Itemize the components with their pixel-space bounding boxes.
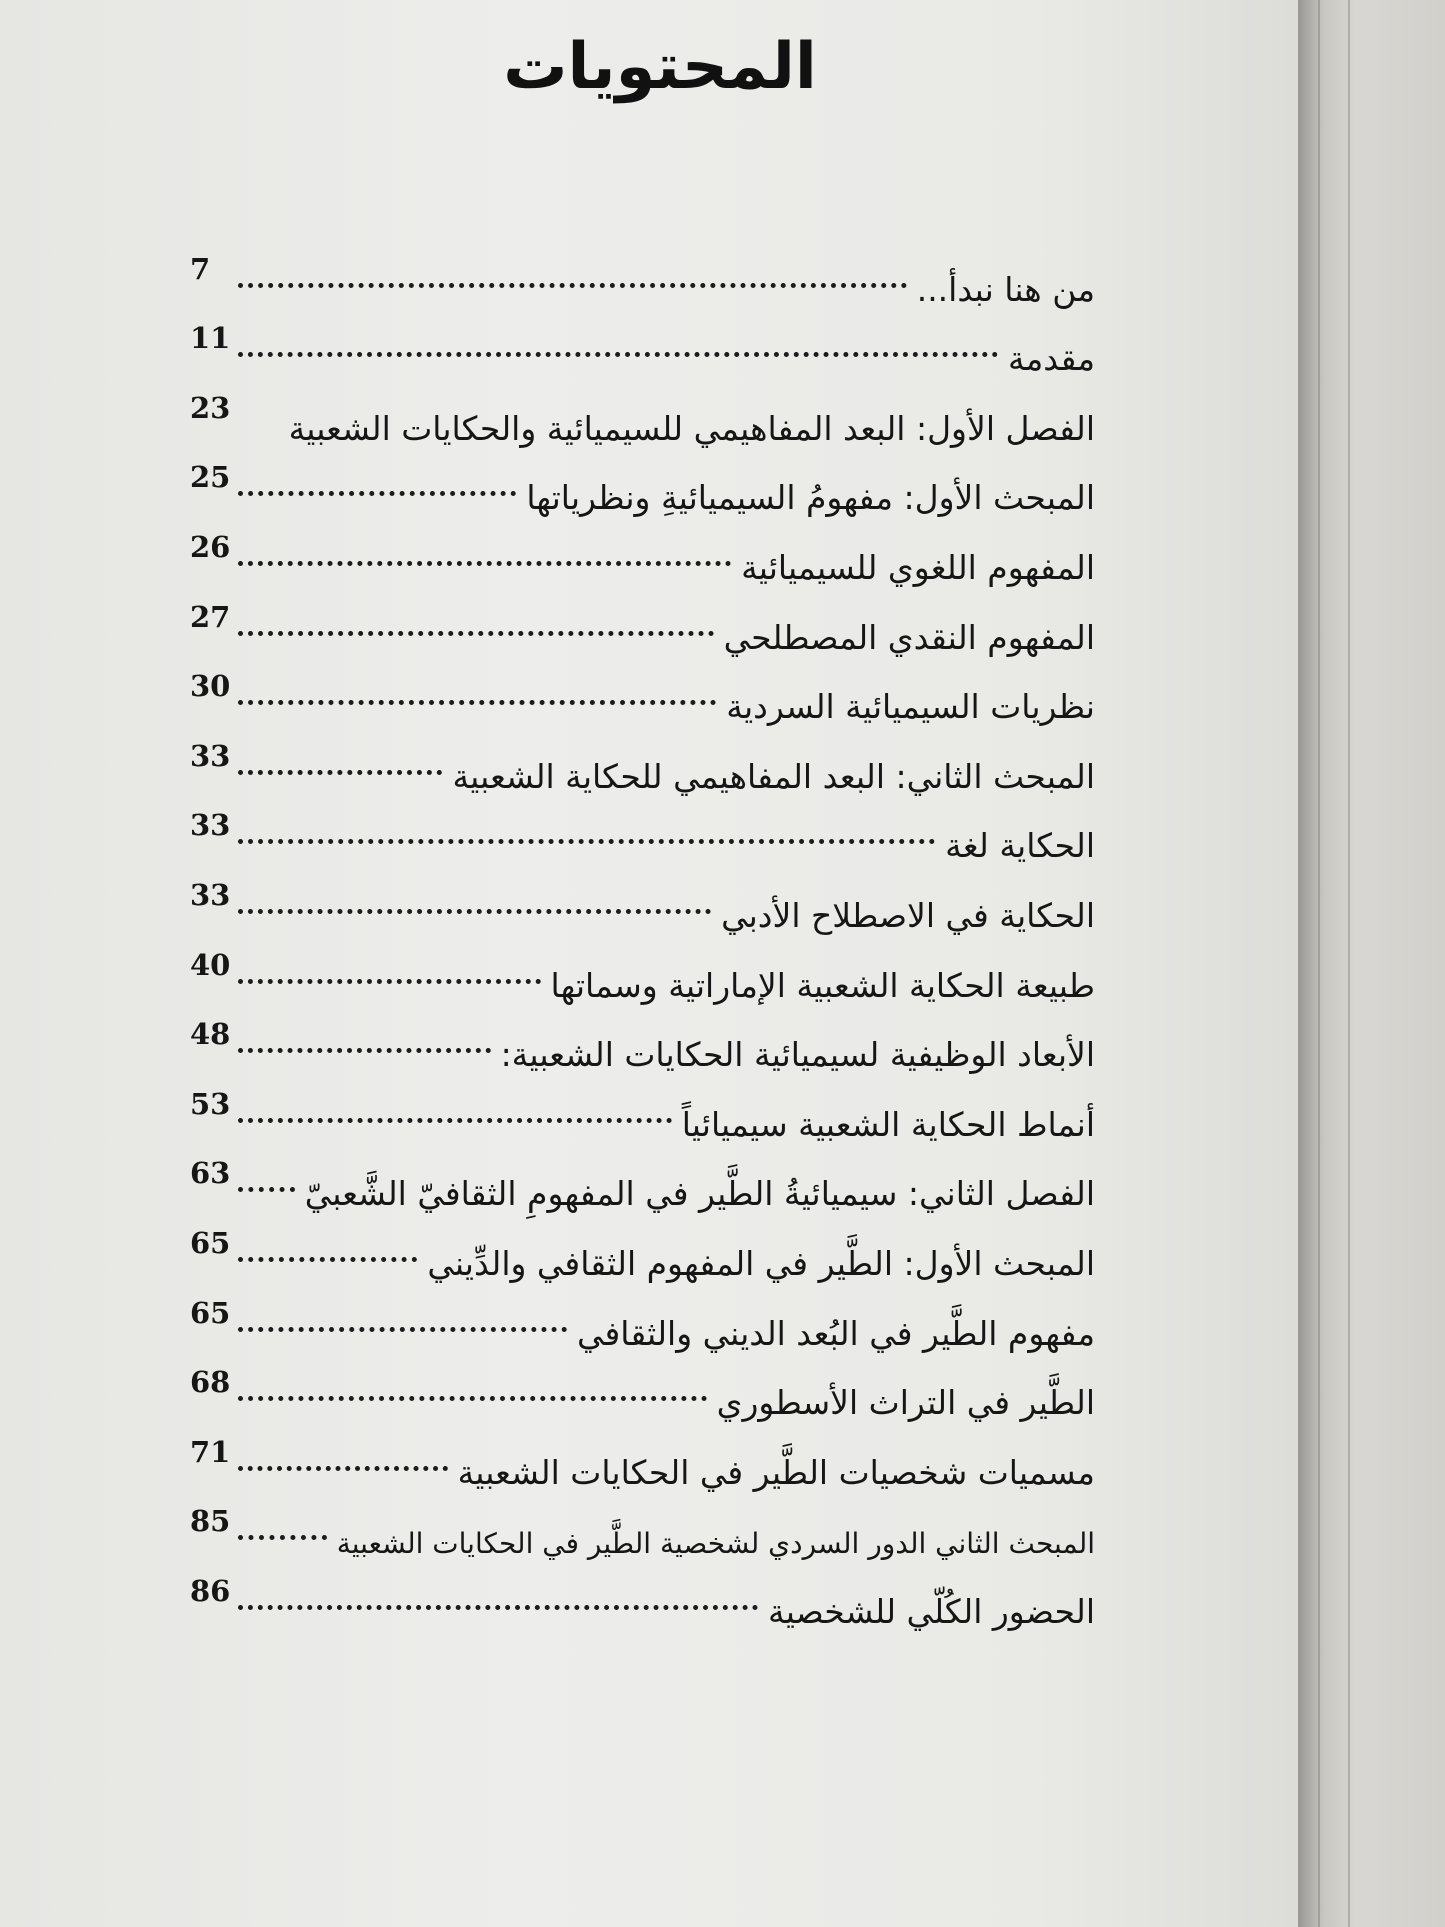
toc-entry [190, 1075, 1095, 1145]
toc-entry-page: 27 [190, 599, 231, 634]
toc-entry-page: 33 [190, 808, 231, 843]
toc-entry-page: 23 [190, 390, 231, 425]
page-edge-line [1318, 0, 1320, 1927]
table-of-contents [190, 240, 1095, 1632]
dot-leader [238, 1048, 491, 1053]
toc-entry-title: الفصل الأول: البعد المفاهيمي للسيميائية والحكايات الشعبية [288, 408, 1095, 448]
toc-entry-title: من هنا نبدأ... [916, 269, 1095, 309]
toc-entry-page: 65 [190, 1225, 231, 1260]
toc-entry [190, 1423, 1095, 1493]
toc-entry [190, 936, 1095, 1006]
dot-leader [238, 770, 442, 775]
toc-entry-title: الحضور الكُلّي للشخصية [768, 1591, 1095, 1631]
dot-leader [238, 979, 541, 984]
toc-entry [190, 1214, 1095, 1284]
toc-entry-title: الحكاية لغة [945, 826, 1095, 866]
dot-leader [238, 1396, 707, 1401]
toc-entry [190, 797, 1095, 867]
toc-entry [190, 1006, 1095, 1076]
toc-entry [190, 866, 1095, 936]
toc-entry-page: 25 [190, 460, 231, 495]
toc-entry-title: الأبعاد الوظيفية لسيميائية الحكايات الشعبية: [500, 1035, 1095, 1075]
toc-entry-title: المفهوم النقدي المصطلحي [723, 617, 1095, 657]
toc-entry-title: مسميات شخصيات الطَّير في الحكايات الشعبية [457, 1452, 1095, 1492]
toc-entry-page: 26 [190, 529, 231, 564]
dot-leader [238, 909, 711, 914]
page-edge-line [1348, 0, 1350, 1927]
toc-entry [190, 588, 1095, 658]
dot-leader [238, 1466, 448, 1471]
dot-leader [238, 1327, 567, 1332]
toc-entry [190, 1145, 1095, 1215]
toc-entry-page: 11 [190, 321, 231, 356]
toc-entry-page: 7 [190, 251, 211, 286]
toc-entry-title: أنماط الحكاية الشعبية سيميائياً [681, 1104, 1095, 1144]
toc-entry-title: طبيعة الحكاية الشعبية الإماراتية وسماتها [550, 965, 1095, 1005]
toc-entry-page: 30 [190, 669, 231, 704]
toc-entry-page: 40 [190, 947, 231, 982]
toc-entry-title: نظريات السيميائية السردية [726, 687, 1095, 727]
toc-entry-page: 63 [190, 1156, 231, 1191]
toc-entry [190, 379, 1095, 449]
toc-entry [190, 449, 1095, 519]
toc-entry-page: 33 [190, 877, 231, 912]
page-title: المحتويات [503, 30, 817, 104]
toc-entry-title: الحكاية في الاصطلاح الأدبي [721, 895, 1095, 935]
dot-leader [238, 1605, 758, 1610]
toc-entry-title: المفهوم اللغوي للسيميائية [741, 547, 1095, 587]
dot-leader [238, 700, 716, 705]
dot-leader [238, 352, 998, 357]
toc-entry [190, 1493, 1095, 1563]
toc-entry-title: الطَّير في التراث الأسطوري [716, 1383, 1095, 1423]
dot-leader [238, 631, 714, 636]
toc-entry-page: 86 [190, 1573, 231, 1608]
toc-entry-page: 68 [190, 1365, 231, 1400]
toc-entry [190, 727, 1095, 797]
dot-leader [238, 561, 731, 566]
toc-entry-title: المبحث الثاني الدور السردي لشخصية الطَّير في الحكايات الشعبية [336, 1527, 1095, 1561]
dot-leader [238, 1257, 417, 1262]
toc-entry-page: 53 [190, 1086, 231, 1121]
toc-entry-title: مفهوم الطَّير في البُعد الديني والثقافي [576, 1313, 1095, 1353]
book-gutter [1298, 0, 1445, 1927]
toc-entry [190, 310, 1095, 380]
dot-leader [238, 839, 935, 844]
toc-entry-page: 33 [190, 738, 231, 773]
toc-entry [190, 1284, 1095, 1354]
dot-leader [238, 491, 516, 496]
dot-leader [238, 1187, 295, 1192]
toc-entry-title: مقدمة [1007, 339, 1095, 379]
toc-entry [190, 240, 1095, 310]
toc-entry-title: المبحث الأول: مفهومُ السيميائيةِ ونظرياتها [526, 478, 1095, 518]
toc-entry-page: 71 [190, 1434, 231, 1469]
toc-entry [190, 518, 1095, 588]
toc-entry [190, 658, 1095, 728]
toc-entry-title: المبحث الثاني: البعد المفاهيمي للحكاية الشعبية [452, 756, 1095, 796]
toc-entry-page: 65 [190, 1295, 231, 1330]
toc-entry-title: الفصل الثاني: سيميائيةُ الطَّير في المفهومِ الثقافيّ الشَّعبيّ [304, 1174, 1095, 1214]
toc-entry [190, 1354, 1095, 1424]
toc-entry [190, 1562, 1095, 1632]
dot-leader [238, 283, 907, 288]
toc-entry-page: 48 [190, 1017, 231, 1052]
dot-leader [238, 1535, 327, 1540]
toc-entry-title: المبحث الأول: الطَّير في المفهوم الثقافي والدِّيني [427, 1243, 1095, 1283]
dot-leader [238, 1118, 672, 1123]
toc-entry-page: 85 [190, 1504, 231, 1539]
